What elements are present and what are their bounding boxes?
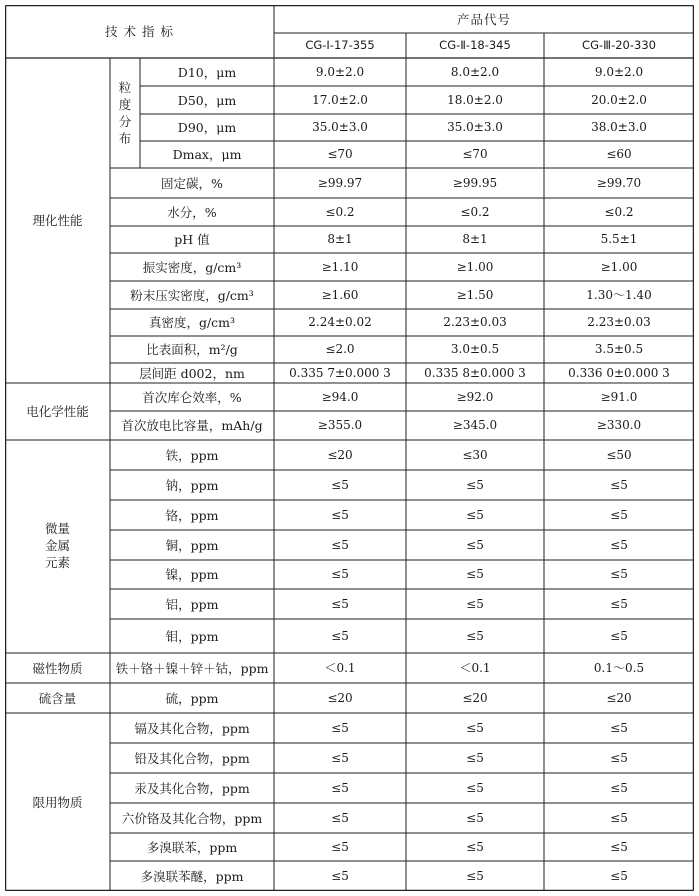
value-cell: ＜0.1 <box>324 660 356 675</box>
value-cell: 9.0±2.0 <box>315 64 365 79</box>
value-cell: ≤5 <box>466 839 484 854</box>
value-cell: ≤5 <box>331 537 349 552</box>
value-cell: ≤5 <box>331 750 349 765</box>
group-physchem: 理化性能 <box>32 213 83 228</box>
value-cell: ≤5 <box>610 567 628 582</box>
value-cell: ≤30 <box>462 447 488 462</box>
value-cell: 20.0±2.0 <box>591 92 647 107</box>
value-cell: ≥94.0 <box>321 389 359 404</box>
value-cell: ＜0.1 <box>459 660 491 675</box>
row-label: 铅及其化合物，ppm <box>134 750 250 766</box>
row-label: 固定碳，% <box>161 175 223 191</box>
value-cell: ≤5 <box>331 839 349 854</box>
row-label: 钠，ppm <box>165 477 219 493</box>
value-cell: 0.1～0.5 <box>593 660 645 675</box>
value-cell: ≤5 <box>466 780 484 795</box>
value-cell: 0.335 8±0.000 3 <box>424 365 526 380</box>
value-cell: ≤50 <box>606 447 632 462</box>
value-cell: 8±1 <box>462 232 488 247</box>
group-label-char: 布 <box>118 130 132 146</box>
value-cell: 38.0±3.0 <box>591 120 647 135</box>
row-label: 钼，ppm <box>165 628 219 644</box>
value-cell: ≤5 <box>331 780 349 795</box>
value-cell: ≤5 <box>610 868 628 883</box>
header-tech-index: 技 术 指 标 <box>105 24 174 39</box>
value-cell: 8±1 <box>327 232 353 247</box>
value-cell: ≤70 <box>462 147 488 162</box>
group-label-char: 分 <box>118 113 132 129</box>
value-cell: 0.335 7±0.000 3 <box>289 365 391 380</box>
row-label: 水分，% <box>167 204 217 220</box>
row-label: 镍，ppm <box>165 567 219 582</box>
value-cell: ≤5 <box>466 596 484 611</box>
value-cell: ≤5 <box>610 628 628 643</box>
value-cell: ≥99.70 <box>596 175 642 190</box>
value-cell: ≤5 <box>331 628 349 643</box>
value-cell: ≤0.2 <box>325 204 355 219</box>
value-cell: ≤2.0 <box>325 342 355 357</box>
row-label: 六价铬及其化合物，ppm <box>121 810 263 826</box>
row-label: 铁＋铬＋镍＋锌＋钴，ppm <box>115 660 269 676</box>
row-label: 首次放电比容量，mAh/g <box>121 418 263 433</box>
row-label: 层间距 d002，nm <box>139 365 245 381</box>
value-cell: ≤5 <box>466 477 484 492</box>
value-cell: ≤0.2 <box>604 204 634 219</box>
value-cell: ≤5 <box>466 810 484 825</box>
value-cell: ≤20 <box>327 690 353 705</box>
row-label: 振实密度，g/cm³ <box>142 259 242 275</box>
value-cell: 0.336 0±0.000 3 <box>568 365 670 380</box>
header-product-3: CG-Ⅲ-20-330 <box>582 37 656 52</box>
value-cell: 17.0±2.0 <box>312 92 368 107</box>
header-product-1: CG-Ⅰ-17-355 <box>305 37 375 52</box>
group-label-char: 粒 <box>118 80 132 95</box>
row-label: D90，μm <box>177 120 237 135</box>
value-cell: ≤5 <box>331 567 349 582</box>
value-cell: ≥99.95 <box>452 175 498 190</box>
value-cell: 35.0±3.0 <box>447 120 503 135</box>
row-label: 多溴联苯醚，ppm <box>140 868 244 884</box>
value-cell: ≤5 <box>466 507 484 522</box>
group-electrochem: 电化学性能 <box>26 404 89 419</box>
value-cell: ≤5 <box>466 537 484 552</box>
value-cell: ≥91.0 <box>600 389 638 404</box>
value-cell: ≤0.2 <box>460 204 490 219</box>
group-label-char: 微量 <box>44 521 70 537</box>
value-cell: ≤5 <box>331 596 349 611</box>
value-cell: ≤5 <box>610 720 628 735</box>
value-cell: 2.23±0.03 <box>587 315 651 330</box>
row-label: 多溴联苯，ppm <box>146 839 238 855</box>
value-cell: ≤5 <box>610 780 628 795</box>
value-cell: 2.24±0.02 <box>308 315 372 330</box>
value-cell: 1.30～1.40 <box>586 287 652 302</box>
row-label: 首次库仑效率，% <box>142 389 242 405</box>
row-label: 硫，ppm <box>165 690 219 706</box>
row-label: 铜，ppm <box>165 537 219 553</box>
value-cell: ≤5 <box>466 868 484 883</box>
row-label: 铬，ppm <box>165 507 219 523</box>
group-particle-size <box>110 58 140 168</box>
value-cell: ≤5 <box>610 477 628 492</box>
value-cell: ≤70 <box>327 147 353 162</box>
row-label: 铁，ppm <box>165 447 219 463</box>
value-cell: ≥92.0 <box>456 389 494 404</box>
value-cell: ≤5 <box>466 750 484 765</box>
value-cell: ≤20 <box>606 690 632 705</box>
value-cell: ≤5 <box>331 810 349 825</box>
value-cell: ≥1.00 <box>456 259 494 274</box>
value-cell: ≥330.0 <box>596 418 642 433</box>
value-cell: 5.5±1 <box>600 232 638 247</box>
row-label: 汞及其化合物，ppm <box>134 780 250 796</box>
value-cell: ≤5 <box>466 628 484 643</box>
value-cell: ≤5 <box>466 567 484 582</box>
row-label: 比表面积，m²/g <box>146 342 238 357</box>
row-label: 铝，ppm <box>165 596 219 612</box>
value-cell: 8.0±2.0 <box>450 64 500 79</box>
group-restricted: 限用物质 <box>32 794 83 810</box>
group-label-char: 元素 <box>44 554 70 570</box>
value-cell: ≤5 <box>610 839 628 854</box>
value-cell: 35.0±3.0 <box>312 120 368 135</box>
group-trace-metals <box>5 440 110 653</box>
row-label: 镉及其化合物，ppm <box>134 720 250 736</box>
group-sulfur: 硫含量 <box>38 690 77 706</box>
value-cell: ≥1.50 <box>456 287 494 302</box>
value-cell: ≤5 <box>466 720 484 735</box>
value-cell: ≥1.00 <box>600 259 638 274</box>
header-product-code: 产品代号 <box>456 11 511 27</box>
value-cell: ≤60 <box>606 147 632 162</box>
value-cell: ≥99.97 <box>317 175 363 190</box>
value-cell: ≥355.0 <box>317 418 363 433</box>
value-cell: ≤20 <box>327 447 353 462</box>
row-label: 真密度，g/cm³ <box>148 315 236 330</box>
value-cell: ≤5 <box>610 507 628 522</box>
value-cell: ≤5 <box>331 477 349 492</box>
value-cell: ≤5 <box>610 537 628 552</box>
spec-table <box>5 5 694 891</box>
group-label-char: 度 <box>118 96 132 112</box>
value-cell: ≤5 <box>331 720 349 735</box>
value-cell: ≥1.10 <box>321 259 359 274</box>
value-cell: 2.23±0.03 <box>443 315 507 330</box>
header-product-2: CG-Ⅱ-18-345 <box>439 37 511 52</box>
value-cell: ≤5 <box>331 868 349 883</box>
value-cell: ≥345.0 <box>452 418 498 433</box>
row-label: pH 值 <box>174 232 210 247</box>
group-magnetic: 磁性物质 <box>32 660 83 676</box>
value-cell: 9.0±2.0 <box>594 64 644 79</box>
row-label: D10，μm <box>177 64 237 80</box>
row-label: 粉末压实密度，g/cm³ <box>130 287 254 303</box>
value-cell: 3.5±0.5 <box>594 342 644 357</box>
value-cell: 18.0±2.0 <box>447 92 503 107</box>
value-cell: ≤20 <box>462 690 488 705</box>
value-cell: ≤5 <box>610 810 628 825</box>
row-label: D50，μm <box>177 92 237 108</box>
value-cell: ≤5 <box>610 750 628 765</box>
value-cell: ≥1.60 <box>321 287 359 302</box>
value-cell: 3.0±0.5 <box>450 342 500 357</box>
value-cell: ≤5 <box>331 507 349 522</box>
value-cell: ≤5 <box>610 596 628 611</box>
row-label: Dmax，μm <box>172 147 242 162</box>
group-label-char: 金属 <box>44 538 70 554</box>
